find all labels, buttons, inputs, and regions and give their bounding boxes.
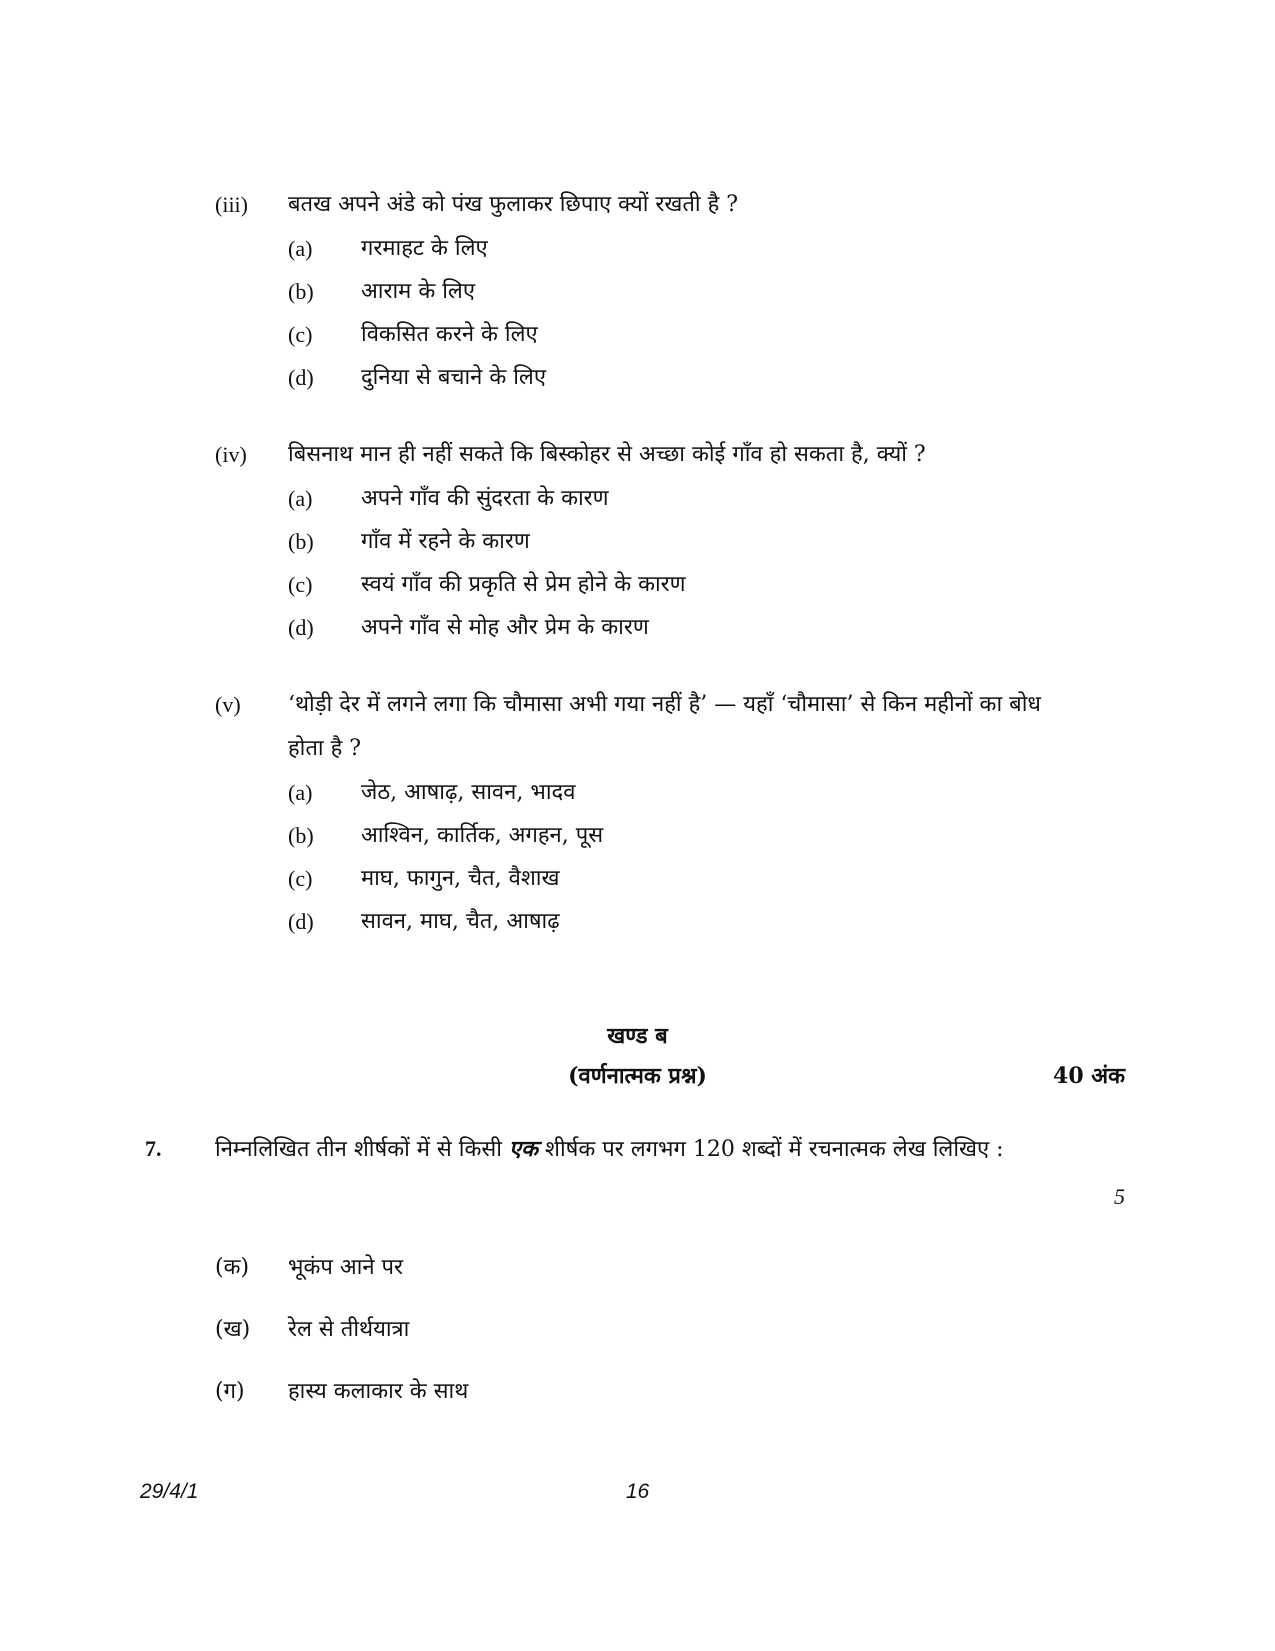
option-label: (b) [288,823,314,848]
option-c [288,563,1075,606]
page-number: 16 [625,1480,650,1503]
option-label: (c) [288,572,313,597]
option-label: (d) [288,365,314,390]
option-text: स्वयं गाँव की प्रकृति से प्रेम होने के कारण [361,572,686,597]
options-list [288,227,1075,399]
option-a [288,227,1075,270]
question-number: 7. [145,1136,162,1161]
option-b [288,520,1075,563]
option-b [288,270,1075,313]
topic-label: (ग) [215,1379,245,1404]
option-d [288,606,1075,649]
topic-text: हास्य कलाकार के साथ [288,1379,469,1404]
question-text: बतख अपने अंडे को पंख फुलाकर छिपाए क्यों रखती है ? [288,192,739,217]
question-iii [215,183,1075,399]
question-text: ‘थोड़ी देर में लगने लगा कि चौमासा अभी गया नहीं है’ — यहाँ ‘चौमासा’ से किन महीनों का बोध होता है ? [288,692,1041,761]
topic-ga [215,1372,468,1412]
option-text: अपने गाँव की सुंदरता के कारण [361,486,609,511]
options-list [288,477,1075,649]
option-text: विकसित करने के लिए [361,322,538,347]
option-d [288,900,1075,943]
option-text: जेठ, आषाढ़, सावन, भादव [361,780,576,805]
topic-kha [215,1310,409,1350]
option-d [288,356,1075,399]
question-7 [145,1125,1125,1209]
option-text: दुनिया से बचाने के लिए [361,365,547,390]
option-label: (a) [288,236,313,261]
option-label: (a) [288,486,313,511]
option-text: गाँव में रहने के कारण [361,529,530,554]
paper-code: 29/4/1 [140,1480,199,1503]
topic-ka [215,1248,403,1288]
option-label: (a) [288,780,313,805]
question-text-part: निम्नलिखित तीन शीर्षकों में से किसी [215,1137,509,1162]
option-text: गरमाहट के लिए [361,236,488,261]
question-number: (iii) [215,192,248,217]
emphasis-word: एक [508,1136,539,1162]
section-title: खण्ड ब [607,1023,668,1049]
option-label: (c) [288,322,313,347]
question-v [215,683,1075,943]
options-list [288,771,1075,943]
topic-text: भूकंप आने पर [288,1255,404,1280]
question-number: (iv) [215,442,247,467]
option-text: माघ, फागुन, चैत, वैशाख [361,866,560,891]
question-text [215,1125,1055,1174]
option-label: (c) [288,866,313,891]
section-subtitle: (वर्णनात्मक प्रश्न) [568,1063,707,1089]
option-a [288,477,1075,520]
option-label: (b) [288,279,314,304]
question-number: (v) [215,692,241,717]
option-text: आराम के लिए [361,279,475,304]
topic-label: (ख) [215,1317,251,1342]
option-label: (d) [288,909,314,934]
question-marks: 5 [1114,1184,1125,1209]
option-b [288,814,1075,857]
option-c [288,857,1075,900]
option-text: अपने गाँव से मोह और प्रेम के कारण [361,615,649,640]
question-text-part: शीर्षक पर लगभग 120 शब्दों में रचनात्मक लेख लिखिए : [538,1137,1004,1162]
question-iv [215,433,1075,649]
topic-label: (क) [215,1255,250,1280]
option-label: (d) [288,615,314,640]
question-text: बिसनाथ मान ही नहीं सकते कि बिस्कोहर से अच्छा कोई गाँव हो सकता है, क्यों ? [288,442,926,467]
section-marks: 40 अंक [1053,1063,1125,1089]
option-text: आश्विन, कार्तिक, अगहन, पूस [361,823,604,848]
topic-text: रेल से तीर्थयात्रा [288,1317,410,1342]
option-c [288,313,1075,356]
option-text: सावन, माघ, चैत, आषाढ़ [361,909,560,934]
option-a [288,771,1075,814]
option-label: (b) [288,529,314,554]
